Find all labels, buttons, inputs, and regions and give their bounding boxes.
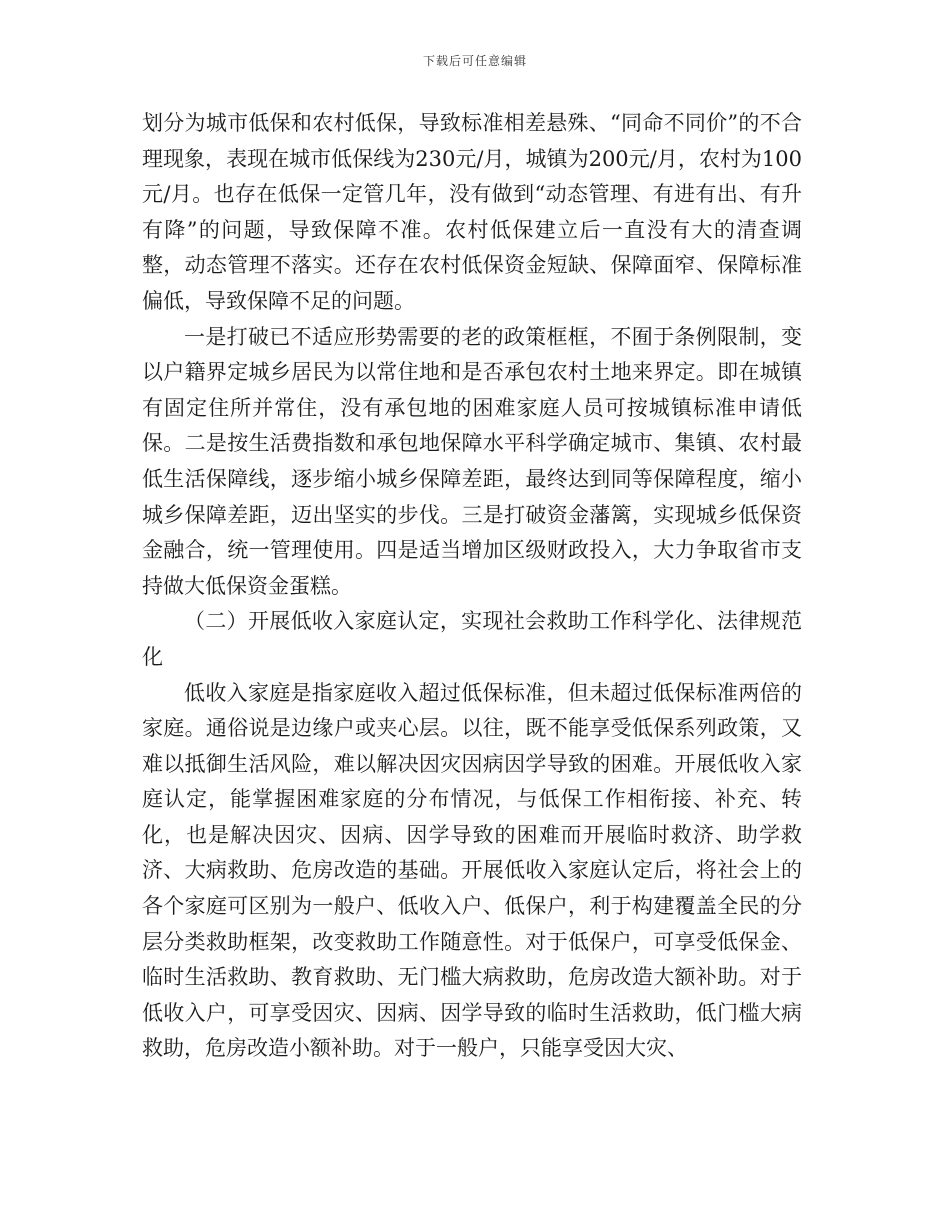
- section-heading: （二）开展低收入家庭认定，实现社会救助工作科学化、法律规范化: [142, 609, 802, 669]
- paragraph-low-income-standards: 划分为城市低保和农村低保，导致标准相差悬殊、“同命不同价”的不合理现象，表现在城市低保线为230元/月，城镇为200元/月，农村为100元/月。也存在低保一定管几年，没有做到“动态管理、有进有出、有升有降”的问题，导致保障不准。农村低保建立后一直没有大的清查调整，动态管理不落实。还存在农村低保资金短缺、保障面窄、保障标准偏低，导致保障不足的问题。: [142, 111, 802, 313]
- document-body: [142, 106, 802, 1067]
- paragraph-low-income-families: 低收入家庭是指家庭收入超过低保标准，但未超过低保标准两倍的家庭。通俗说是边缘户或夹心层。以往，既不能享受低保系列政策，又难以抵御生活风险，难以解决因灾因病因学导致的困难。开展低收入家庭认定，能掌握困难家庭的分布情况，与低保工作相衔接、补充、转化，也是解决因灾、因病、因学导致的困难而开展临时救济、助学救济、大病救助、危房改造的基础。开展低收入家庭认定后，将社会上的各个家庭可区别为一般户、低收入户、低保户，利于构建覆盖全民的分层分类救助框架，改变救助工作随意性。对于低保户，可享受低保金、临时生活救助、教育救助、无门槛大病救助，危房改造大额补助。对于低收入户，可享受因灾、因病、因学导致的临时生活救助，低门槛大病救助，危房改造小额补助。对于一般户，只能享受因大灾、: [142, 680, 802, 1061]
- paragraph-policy-measures: 一是打破已不适应形势需要的老的政策框框，不囿于条例限制，变以户籍界定城乡居民为以常住地和是否承包农村土地来界定。即在城镇有固定住所并常住，没有承包地的困难家庭人员可按城镇标准申请低保。二是按生活费指数和承包地保障水平科学确定城市、集镇、农村最低生活保障线，逐步缩小城乡保障差距，最终达到同等保障程度，缩小城乡保障差距，迈出坚实的步伐。三是打破资金藩篱，实现城乡低保资金融合，统一管理使用。四是适当增加区级财政投入，大力争取省市支持做大低保资金蛋糕。: [142, 324, 802, 598]
- page-header: 下载后可任意编辑: [422, 54, 527, 68]
